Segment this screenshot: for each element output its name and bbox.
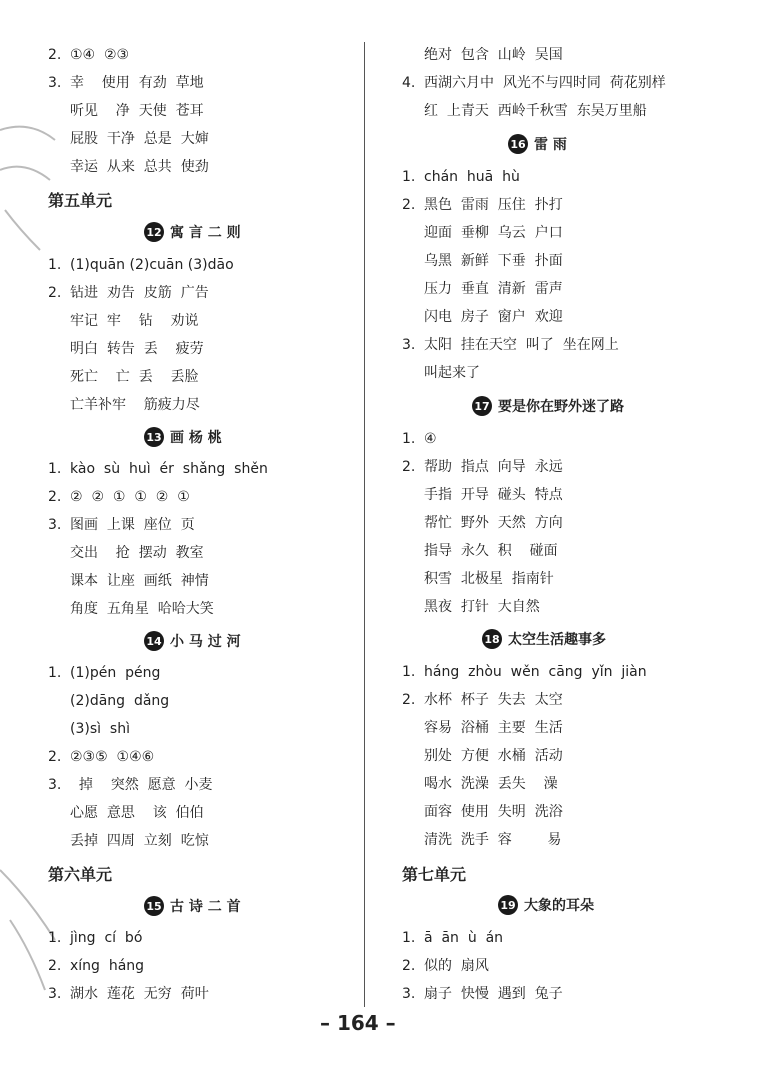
answer-text: 幸运 从来 总共 使劲 (70, 159, 209, 175)
answer-row (48, 158, 209, 176)
answer-text: kào sù huì ér shǎng shěn (70, 461, 268, 477)
item-number: 2. (48, 749, 62, 765)
lesson-number-badge: 14 (144, 631, 164, 651)
answer-row (402, 102, 647, 120)
answer-row (48, 804, 204, 822)
answer-text: 牢记 牢 钻 劝说 (70, 313, 199, 329)
lesson-title: 画 杨 桃 (170, 430, 222, 446)
item-number: 2. (402, 459, 416, 475)
answer-row (402, 663, 647, 681)
answer-text: 闪电 房子 窗户 欢迎 (424, 309, 563, 325)
answer-text: 手指 开导 碰头 特点 (424, 487, 563, 503)
answer-text: 红 上青天 西岭千秋雪 东吴万里船 (424, 103, 647, 119)
lesson-17-heading (472, 396, 624, 416)
answer-row (402, 598, 540, 616)
answer-text: 明白 转告 丢 疲劳 (70, 341, 204, 357)
answer-text: jìng cí bó (70, 930, 143, 946)
answer-text: ①④ ②③ (70, 47, 130, 63)
answer-row (402, 691, 563, 709)
unit-6-heading: 第六单元 (48, 865, 113, 884)
answer-text: 积雪 北极星 指南针 (424, 571, 554, 587)
answer-row (402, 929, 503, 947)
lesson-number-badge: 16 (508, 134, 528, 154)
answer-text: 湖水 莲花 无穷 荷叶 (70, 986, 209, 1002)
answer-row (48, 985, 209, 1003)
answer-row (402, 486, 563, 504)
answer-text: ② ② ① ① ② ① (70, 489, 190, 505)
item-number: 1. (402, 169, 416, 185)
answer-row (48, 396, 200, 414)
answer-text: 听见 净 天使 苍耳 (70, 103, 204, 119)
lesson-title: 寓 言 二 则 (170, 225, 241, 241)
answer-row (48, 74, 204, 92)
answer-row (402, 430, 437, 448)
lesson-number-badge: 17 (472, 396, 492, 416)
answer-row (402, 224, 563, 242)
item-number: 3. (402, 986, 416, 1002)
answer-row (48, 516, 195, 534)
item-number: 3. (48, 517, 62, 533)
lesson-18-heading (482, 629, 606, 649)
answer-text: 黑夜 打针 大自然 (424, 599, 540, 615)
unit-7-heading: 第七单元 (402, 865, 467, 884)
answer-text: 叫起来了 (424, 365, 480, 381)
answer-text: 喝水 洗澡 丢失 澡 (424, 776, 558, 792)
answer-text: 帮助 指点 向导 永远 (424, 459, 563, 475)
item-number: 3. (48, 777, 62, 793)
answer-row (402, 458, 563, 476)
answer-text: 屁股 干净 总是 大婶 (70, 131, 209, 147)
answer-text: 交出 抢 摆动 教室 (70, 545, 204, 561)
item-number: 1. (402, 431, 416, 447)
item-number: 2. (48, 285, 62, 301)
answer-row (402, 46, 563, 64)
answer-row (402, 831, 561, 849)
answer-text: (1)quān (2)cuān (3)dāo (70, 257, 234, 273)
answer-text: ②③⑤ ①④⑥ (70, 749, 155, 765)
answer-row (48, 460, 268, 478)
answer-text: 指导 永久 积 碰面 (424, 543, 558, 559)
lesson-title: 要是你在野外迷了路 (498, 399, 624, 415)
answer-text: ā ān ù án (424, 930, 504, 946)
answer-text: 迎面 垂柳 乌云 户口 (424, 225, 563, 241)
answer-text: ④ (424, 431, 437, 447)
answer-row (48, 368, 199, 386)
answer-text: 太阳 挂在天空 叫了 坐在网上 (424, 337, 619, 353)
lesson-title: 太空生活趣事多 (508, 632, 606, 648)
answer-text: (3)sì shì (70, 721, 130, 737)
answer-row (48, 102, 204, 120)
lesson-15-heading (144, 896, 241, 916)
lesson-number-badge: 18 (482, 629, 502, 649)
item-number: 1. (402, 930, 416, 946)
lesson-14-heading (144, 631, 241, 651)
answer-text: 面容 使用 失明 洗浴 (424, 804, 563, 820)
item-number: 3. (48, 75, 62, 91)
lesson-12-heading (144, 222, 241, 242)
answer-row (402, 570, 554, 588)
lesson-number-badge: 13 (144, 427, 164, 447)
lesson-title: 古 诗 二 首 (170, 899, 241, 915)
answer-row (402, 280, 563, 298)
answer-text: 幸 使用 有劲 草地 (70, 75, 204, 91)
answer-text: 似的 扇风 (424, 958, 489, 974)
answer-text: 亡羊补牢 筋疲力尽 (70, 397, 200, 413)
lesson-title: 大象的耳朵 (524, 898, 594, 914)
answer-text: 图画 上课 座位 页 (70, 517, 195, 533)
answer-row (402, 775, 558, 793)
answer-row (48, 130, 209, 148)
answer-row (48, 720, 130, 738)
answer-text: 西湖六月中 风光不与四时同 荷花别样 (424, 75, 666, 91)
answer-text: 乌黑 新鲜 下垂 扑面 (424, 253, 563, 269)
answer-row (402, 336, 619, 354)
lesson-number-badge: 15 (144, 896, 164, 916)
answer-text: 压力 垂直 清新 雷声 (424, 281, 563, 297)
item-number: 3. (48, 986, 62, 1002)
answer-text: 角度 五角星 哈哈大笑 (70, 601, 214, 617)
lesson-13-heading (144, 427, 222, 447)
answer-text: 心愿 意思 该 伯伯 (70, 805, 204, 821)
answer-text: 水杯 杯子 失去 太空 (424, 692, 563, 708)
answer-row (402, 252, 563, 270)
answer-row (402, 542, 558, 560)
item-number: 1. (48, 665, 62, 681)
answer-row (402, 957, 489, 975)
answer-text: (2)dāng dǎng (70, 693, 170, 709)
answer-text: 别处 方便 水桶 活动 (424, 748, 563, 764)
answer-text: 容易 浴桶 主要 生活 (424, 720, 563, 736)
answer-row (48, 957, 144, 975)
item-number: 2. (48, 47, 62, 63)
answer-text: 死亡 亡 丢 丢脸 (70, 369, 199, 385)
item-number: 2. (48, 489, 62, 505)
unit-5-heading: 第五单元 (48, 191, 113, 210)
answer-row (48, 692, 169, 710)
answer-text: chán huā hù (424, 169, 520, 185)
item-number: 2. (402, 692, 416, 708)
lesson-title: 雷 雨 (534, 137, 567, 153)
item-number: 1. (48, 257, 62, 273)
lesson-number-badge: 12 (144, 222, 164, 242)
item-number: 2. (402, 958, 416, 974)
answer-text: 丢掉 四周 立刻 吃惊 (70, 833, 209, 849)
answer-row (402, 719, 563, 737)
answer-text: 黑色 雷雨 压住 扑打 (424, 197, 563, 213)
answer-row (48, 544, 204, 562)
item-number: 2. (402, 197, 416, 213)
answer-row (48, 748, 154, 766)
answer-text: 扇子 快慢 遇到 兔子 (424, 986, 563, 1002)
answer-row (402, 985, 563, 1003)
answer-text: 清洗 洗手 容 易 (424, 832, 562, 848)
answer-row (48, 312, 199, 330)
answer-row (48, 572, 209, 590)
answer-row (48, 256, 234, 274)
answer-text: 课本 让座 画纸 神情 (70, 573, 209, 589)
answer-row (48, 929, 142, 947)
answer-row (402, 514, 563, 532)
answer-row (48, 284, 209, 302)
item-number: 3. (402, 337, 416, 353)
answer-row (48, 832, 209, 850)
answer-row (48, 488, 190, 506)
answer-row (402, 308, 563, 326)
item-number: 1. (402, 664, 416, 680)
answer-row (48, 664, 160, 682)
column-divider (364, 42, 365, 1007)
answer-text: (1)pén péng (70, 665, 161, 681)
item-number: 1. (48, 461, 62, 477)
item-number: 4. (402, 75, 416, 91)
answer-row (402, 364, 480, 382)
lesson-title: 小 马 过 河 (170, 634, 241, 650)
answer-row (402, 803, 563, 821)
item-number: 1. (48, 930, 62, 946)
answer-row (48, 600, 214, 618)
lesson-19-heading (498, 895, 594, 915)
answer-text: háng zhòu wěn cāng yǐn jiàn (424, 664, 647, 680)
answer-row (48, 776, 213, 794)
answer-text: 绝对 包含 山岭 吴国 (424, 47, 563, 63)
page-number: – 164 – (320, 1011, 396, 1035)
answer-text: 帮忙 野外 天然 方向 (424, 515, 563, 531)
answer-text: xíng háng (70, 958, 145, 974)
lesson-number-badge: 19 (498, 895, 518, 915)
answer-text: 掉 突然 愿意 小麦 (70, 777, 213, 793)
lesson-16-heading (508, 134, 567, 154)
answer-row (402, 747, 563, 765)
answer-row (402, 196, 563, 214)
answer-row (402, 168, 520, 186)
answer-row (402, 74, 666, 92)
answer-row (48, 340, 204, 358)
answer-row (48, 46, 129, 64)
item-number: 2. (48, 958, 62, 974)
answer-text: 钻进 劝告 皮筋 广告 (70, 285, 209, 301)
